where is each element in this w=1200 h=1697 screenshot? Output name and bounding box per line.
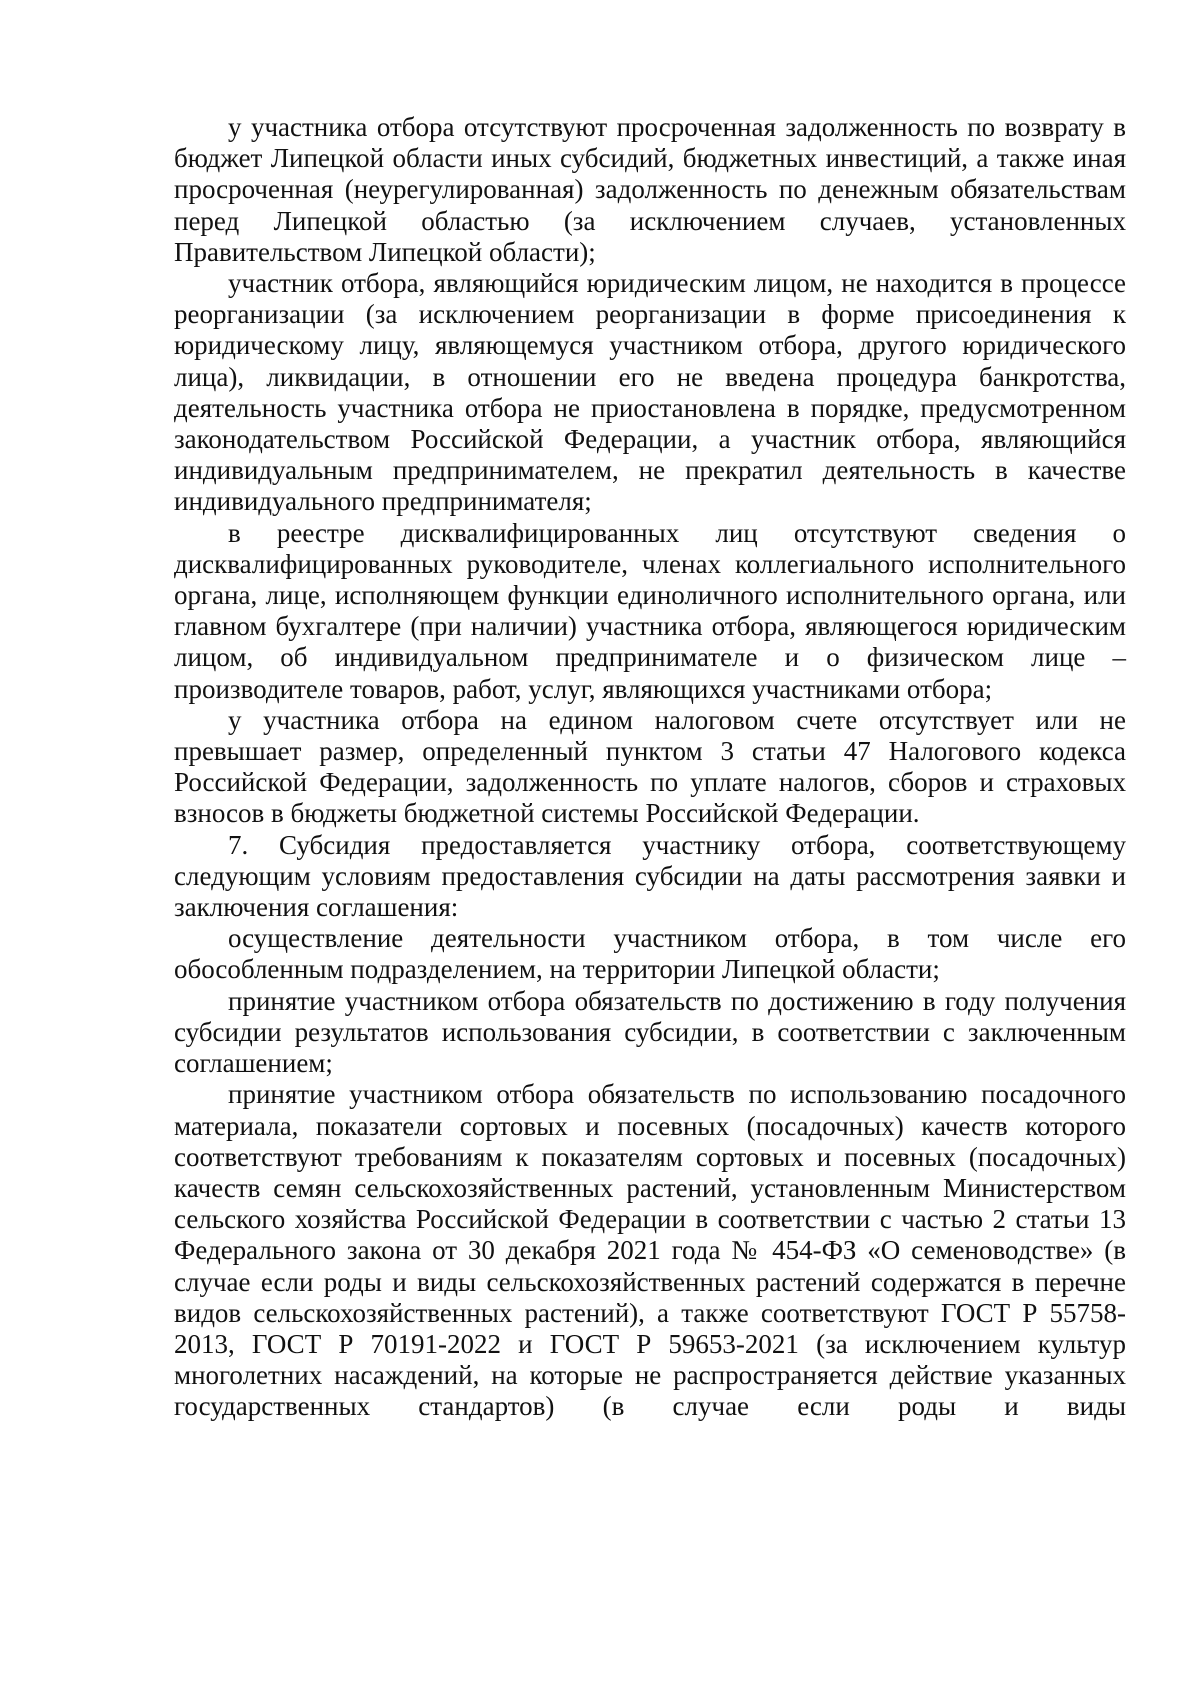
paragraph-disqualified-persons: в реестре дисквалифицированных лиц отсутствуют сведения о дисквалифицированных руководителе, членах коллегиального исполнительного органа, лице, исполняющем функции единоличного исполнительного органа, или главном бухгалтере (при наличии) участника отбора, являющегося юридическим лицом, об индивидуальном предпринимателе и о физическом лице – производителе товаров, работ, услуг, являющихся участниками отбора; bbox=[174, 517, 1126, 704]
paragraph-no-reorganization: участник отбора, являющийся юридическим лицом, не находится в процессе реорганизации (за исключением реорганизации в форме присоединения к юридическому лицу, являющемуся участником отбора, другого юридического лица), ликвидации, в отношении его не введена процедура банкротства, деятельность участника отбора не приостановлена в порядке, предусмотренном законодательством Российской Федерации, а участник отбора, являющийся индивидуальным предпринимателем, не прекратил деятельность в качестве индивидуального предпринимателя; bbox=[174, 268, 1126, 517]
paragraph-item-7: 7. Субсидия предоставляется участнику отбора, соответствующему следующим условиям предоставления субсидии на даты рассмотрения заявки и заключения соглашения: bbox=[174, 829, 1126, 923]
document-body bbox=[174, 112, 1126, 1423]
paragraph-tax-debt: у участника отбора на едином налоговом счете отсутствует или не превышает размер, определенный пунктом 3 статьи 47 Налогового кодекса Российской Федерации, задолженность по уплате налогов, сборов и страховых взносов в бюджеты бюджетной системы Российской Федерации. bbox=[174, 704, 1126, 829]
paragraph-results-obligations: принятие участником отбора обязательств по достижению в году получения субсидии результатов использования субсидии, в соответствии с заключенным соглашением; bbox=[174, 985, 1126, 1079]
paragraph-planting-material: принятие участником отбора обязательств по использованию посадочного материала, показатели сортовых и посевных (посадочных) качеств которого соответствуют требованиям к показателям сортовых и посевных (посадочных) качеств семян сельскохозяйственных растений, установленным Министерством сельского хозяйства Российской Федерации в соответствии с частью 2 статьи 13 Федерального закона от 30 декабря 2021 года № 454-ФЗ «О семеноводстве» (в случае если роды и виды сельскохозяйственных растений содержатся в перечне видов сельскохозяйственных растений), а также соответствуют ГОСТ Р 55758-2013, ГОСТ Р 70191-2022 и ГОСТ Р 59653-2021 (за исключением культур многолетних насаждений, на которые не распространяется действие указанных государственных стандартов) (в случае если роды и виды bbox=[174, 1079, 1126, 1422]
paragraph-activity-territory: осуществление деятельности участником отбора, в том числе его обособленным подразделением, на территории Липецкой области; bbox=[174, 923, 1126, 985]
paragraph-no-overdue-debt: у участника отбора отсутствуют просроченная задолженность по возврату в бюджет Липецкой области иных субсидий, бюджетных инвестиций, а также иная просроченная (неурегулированная) задолженность по денежным обязательствам перед Липецкой областью (за исключением случаев, установленных Правительством Липецкой области); bbox=[174, 112, 1126, 267]
